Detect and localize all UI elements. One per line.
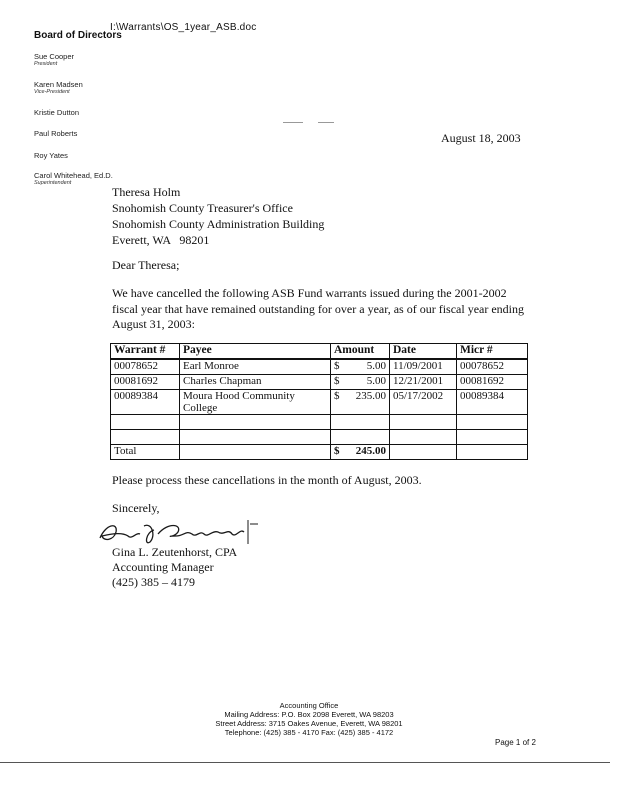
page-number: Page 1 of 2 <box>495 738 536 747</box>
recipient-name: Theresa Holm <box>112 185 181 199</box>
empty-cell <box>457 445 528 460</box>
scan-artifact <box>0 762 610 763</box>
footer-phone: Telephone: (425) 385 - 4170 Fax: (425) 385 - 4172 <box>224 728 394 737</box>
total-row <box>111 445 528 460</box>
board-member <box>34 151 68 160</box>
member-name: Sue Cooper <box>34 52 75 61</box>
currency-sign: $ <box>334 445 340 457</box>
empty-cell <box>390 415 457 430</box>
sincerely: Sincerely, <box>112 501 160 515</box>
cell-payee: Moura Hood Community College <box>180 390 331 415</box>
recipient-city: Everett, WA 98201 <box>112 233 210 247</box>
amount-value: 5.00 <box>366 360 386 372</box>
total-amount-cell <box>331 445 390 460</box>
currency-sign: $ <box>334 360 340 372</box>
table-row <box>111 359 528 375</box>
cell-warrant: 00078652 <box>111 359 180 375</box>
table-row <box>111 390 528 415</box>
member-name: Paul Roberts <box>34 129 78 138</box>
empty-cell <box>331 430 390 445</box>
member-role: President <box>34 61 58 67</box>
cell-warrant: 00089384 <box>111 390 180 415</box>
header-warrant: Warrant # <box>111 344 180 360</box>
board-member <box>34 108 79 117</box>
empty-cell <box>180 430 331 445</box>
signature-title: Accounting Manager <box>112 560 214 574</box>
member-role: Superintendent <box>34 180 72 186</box>
cell-micr: 00078652 <box>457 359 528 375</box>
empty-row <box>111 415 528 430</box>
total-amount: 245.00 <box>355 445 386 457</box>
cell-payee: Earl Monroe <box>180 359 331 375</box>
empty-cell <box>111 430 180 445</box>
footer-office: Accounting Office <box>279 701 339 710</box>
scan-artifact <box>283 122 303 123</box>
header-micr: Micr # <box>457 344 528 360</box>
board-member <box>34 52 74 67</box>
board-member <box>34 80 83 95</box>
cell-micr: 00081692 <box>457 375 528 390</box>
cell-payee: Charles Chapman <box>180 375 331 390</box>
cell-date: 12/21/2001 <box>390 375 457 390</box>
empty-cell <box>331 415 390 430</box>
footer-street: Street Address: 3715 Oakes Avenue, Everett, WA 98201 <box>215 719 403 728</box>
member-role: Vice-President <box>34 89 70 95</box>
scan-artifact <box>318 122 334 123</box>
empty-cell <box>180 415 331 430</box>
amount-value: 5.00 <box>366 375 386 387</box>
footer-mailing: Mailing Address: P.O. Box 2098 Everett, WA 98203 <box>224 710 394 719</box>
amount-value: 235.00 <box>355 390 386 402</box>
board-heading: Board of Directors <box>34 30 122 41</box>
member-name: Carol Whitehead, Ed.D. <box>34 171 113 180</box>
recipient-office: Snohomish County Treasurer's Office <box>112 201 293 215</box>
header-amount: Amount <box>331 344 390 360</box>
empty-cell <box>180 445 331 460</box>
cell-amount <box>331 359 390 375</box>
member-name: Roy Yates <box>34 151 68 160</box>
salutation: Dear Theresa; <box>112 258 180 272</box>
signature-name: Gina L. Zeutenhorst, CPA <box>112 545 238 559</box>
empty-cell <box>111 415 180 430</box>
empty-cell <box>457 430 528 445</box>
recipient-building: Snohomish County Administration Building <box>112 217 325 231</box>
cell-micr: 00089384 <box>457 390 528 415</box>
footer <box>0 701 618 737</box>
header-date: Date <box>390 344 457 360</box>
cell-amount <box>331 390 390 415</box>
empty-cell <box>390 445 457 460</box>
file-path: I:\Warrants\OS_1year_ASB.doc <box>110 22 257 33</box>
cell-amount <box>331 375 390 390</box>
empty-row <box>111 430 528 445</box>
body-paragraph: We have cancelled the following ASB Fund warrants issued during the 2001-2002 fiscal year that have remained outstanding for over a year, as of our fiscal year ending August 31, 2003: <box>112 286 525 331</box>
empty-cell <box>457 415 528 430</box>
currency-sign: $ <box>334 390 340 402</box>
board-member <box>34 129 77 138</box>
header-payee: Payee <box>180 344 331 360</box>
table-header-row <box>111 344 528 360</box>
member-name: Karen Madsen <box>34 80 83 89</box>
table-row <box>111 375 528 390</box>
warrants-table <box>110 343 528 460</box>
closing-line: Please process these cancellations in the month of August, 2003. <box>112 473 422 487</box>
currency-sign: $ <box>334 375 340 387</box>
empty-cell <box>390 430 457 445</box>
total-label: Total <box>111 445 180 460</box>
cell-warrant: 00081692 <box>111 375 180 390</box>
letter-date: August 18, 2003 <box>441 131 521 145</box>
cell-date: 05/17/2002 <box>390 390 457 415</box>
board-member <box>34 171 113 186</box>
signature-phone: (425) 385 – 4179 <box>112 575 195 589</box>
member-name: Kristie Dutton <box>34 108 80 117</box>
cell-date: 11/09/2001 <box>390 359 457 375</box>
